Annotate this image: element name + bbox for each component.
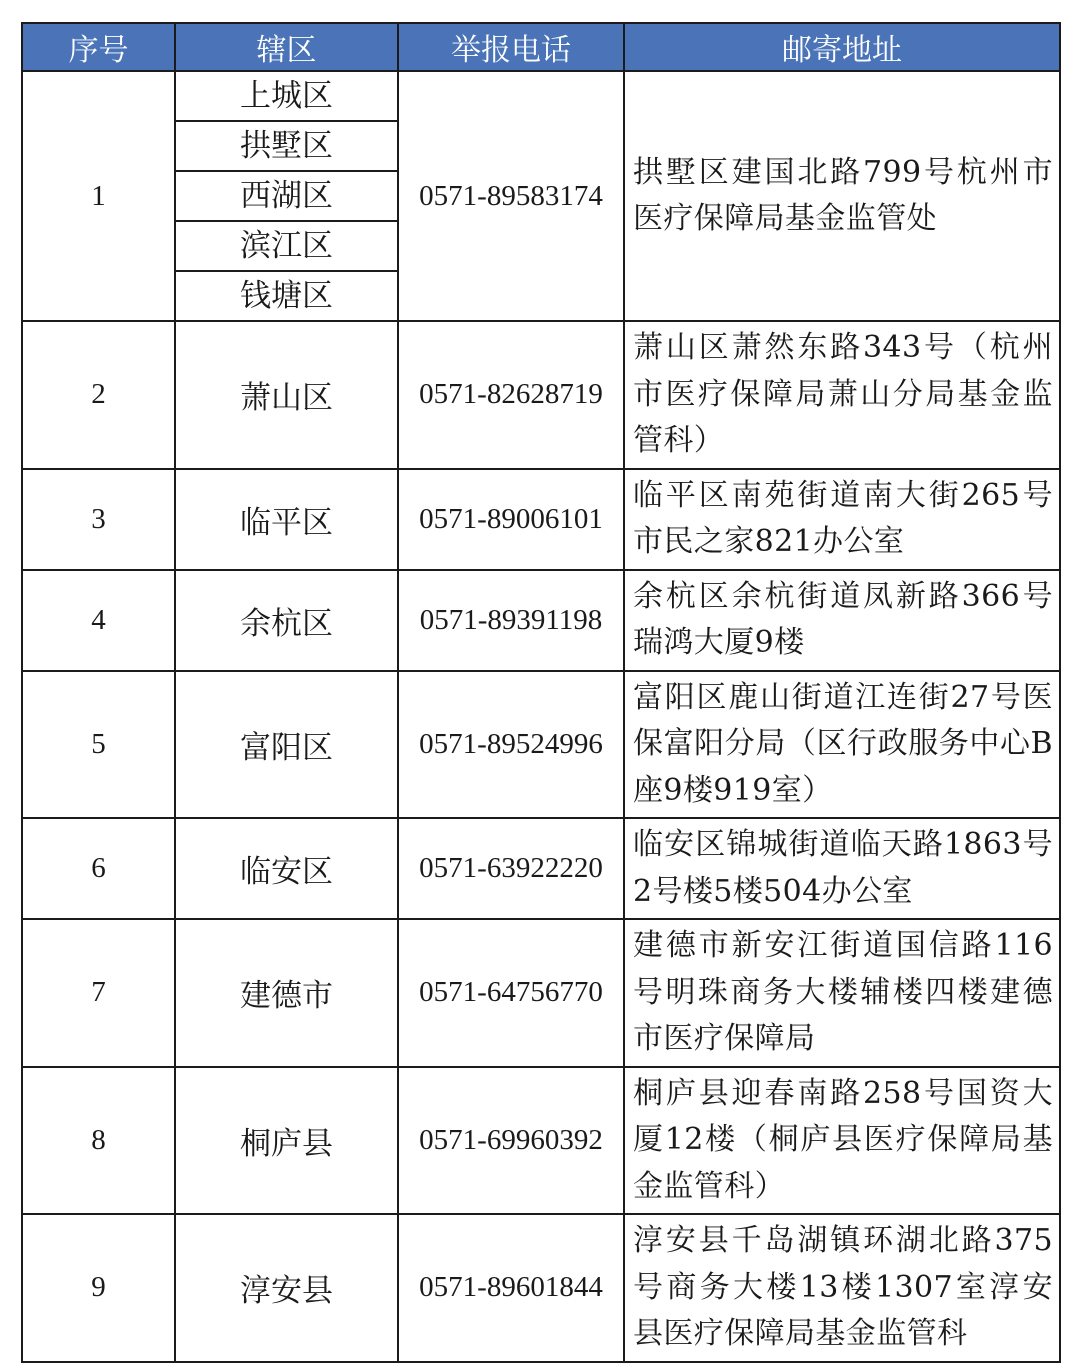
- table-row: [22, 469, 1060, 570]
- row-district-label: 临安区: [240, 854, 333, 890]
- row-district: 滨江区: [176, 222, 397, 272]
- table-row: [22, 1067, 1060, 1215]
- report-contact-table: [21, 22, 1061, 1363]
- row-serial: 8: [22, 1067, 175, 1215]
- row-district: 西湖区: [176, 172, 397, 222]
- header-phone: 举报电话: [398, 23, 624, 71]
- row-address: 桐庐县迎春南路258号国资大厦12楼（桐庐县医疗保障局基金监管科）: [624, 1067, 1060, 1215]
- row-address: 拱墅区建国北路799号杭州市医疗保障局基金监管处: [624, 71, 1060, 321]
- row-address: 淳安县千岛湖镇环湖北路375号商务大楼13楼1307室淳安县医疗保障局基金监管科: [624, 1214, 1060, 1362]
- row-phone: 0571-63922220: [398, 818, 624, 919]
- row-address: 临安区锦城街道临天路1863号2号楼5楼504办公室: [624, 818, 1060, 919]
- row-district-label: 桐庐县: [240, 1125, 333, 1162]
- table-row: [22, 919, 1060, 1067]
- row-serial: 7: [22, 919, 175, 1067]
- row-district-label: 富阳区: [240, 729, 333, 766]
- row-phone: 0571-64756770: [398, 919, 624, 1067]
- row-district: [175, 1214, 398, 1362]
- row-district-label: 临平区: [240, 504, 333, 541]
- row-serial: 5: [22, 671, 175, 819]
- row-district: [175, 570, 398, 671]
- header-address: 邮寄地址: [624, 23, 1060, 71]
- row-address: 萧山区萧然东路343号（杭州市医疗保障局萧山分局基金监管科）: [624, 321, 1060, 469]
- row-phone: 0571-82628719: [398, 321, 624, 469]
- header-serial: 序号: [22, 23, 175, 71]
- row-address: 建德市新安江街道国信路116号明珠商务大楼辅楼四楼建德市医疗保障局: [624, 919, 1060, 1067]
- row-phone: 0571-89006101: [398, 469, 624, 570]
- row-phone: 0571-89601844: [398, 1214, 624, 1362]
- row-district: [175, 919, 398, 1067]
- row-district-label: 萧山区: [240, 380, 333, 417]
- table-row: [22, 321, 1060, 469]
- row-phone: 0571-89391198: [398, 570, 624, 671]
- row-district-group: [175, 71, 398, 321]
- row-serial: 9: [22, 1214, 175, 1362]
- table-row: [22, 71, 1060, 321]
- table-row: [22, 671, 1060, 819]
- row-phone: 0571-69960392: [398, 1067, 624, 1215]
- row-phone: 0571-89583174: [398, 71, 624, 321]
- header-row: [22, 23, 1060, 71]
- row-district: 拱墅区: [176, 122, 397, 172]
- row-serial: 6: [22, 818, 175, 919]
- header-district: 辖区: [175, 23, 398, 71]
- row-district-label: 余杭区: [240, 605, 333, 642]
- row-serial: 2: [22, 321, 175, 469]
- row-address: 富阳区鹿山街道江连街27号医保富阳分局（区行政服务中心B座9楼919室）: [624, 671, 1060, 819]
- row-district-label: 淳安县: [240, 1273, 333, 1310]
- row-district: [175, 818, 398, 919]
- row-district: [175, 1067, 398, 1215]
- row-serial: 4: [22, 570, 175, 671]
- row-address: 余杭区余杭街道凤新路366号瑞鸿大厦9楼: [624, 570, 1060, 671]
- row-district-label: 建德市: [240, 978, 333, 1015]
- row-address: 临平区南苑街道南大街265号市民之家821办公室: [624, 469, 1060, 570]
- row-district: 钱塘区: [240, 278, 333, 314]
- row-serial: 1: [22, 71, 175, 321]
- row-district: [175, 469, 398, 570]
- row-serial: 3: [22, 469, 175, 570]
- row-district: 上城区: [176, 72, 397, 122]
- table-row: [22, 818, 1060, 919]
- row-district: [175, 321, 398, 469]
- row-phone: 0571-89524996: [398, 671, 624, 819]
- row-district: [175, 671, 398, 819]
- table-row: [22, 1214, 1060, 1362]
- table-row: [22, 570, 1060, 671]
